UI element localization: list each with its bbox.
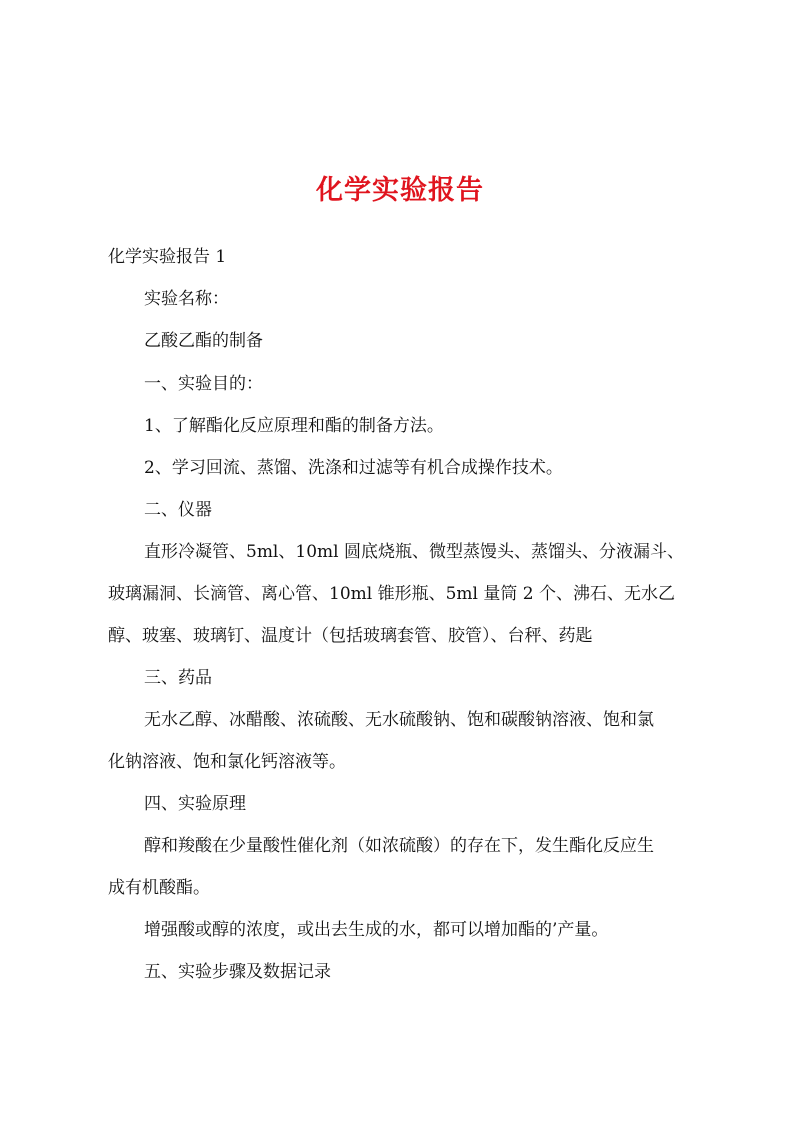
section-heading: 一、实验目的： xyxy=(144,374,263,394)
paragraph-line: 无水乙醇、冰醋酸、浓硫酸、无水硫酸钠、饱和碳酸钠溶液、饱和氯 xyxy=(144,710,654,730)
document-title: 化学实验报告 xyxy=(316,175,484,206)
paragraph-line: 化钠溶液、饱和氯化钙溶液等。 xyxy=(108,752,346,772)
paragraph-line: 2、学习回流、蒸馏、洗涤和过滤等有机合成操作技术。 xyxy=(144,458,563,478)
paragraph-line: 醇和羧酸在少量酸性催化剂（如浓硫酸）的存在下，发生酯化反应生 xyxy=(144,836,654,856)
paragraph-line: 直形冷凝管、5ml、10ml 圆底烧瓶、微型蒸馒头、蒸馏头、分液漏斗、 xyxy=(144,542,684,562)
paragraph-line: 增强酸或醇的浓度，或出去生成的水，都可以增加酯的’产量。 xyxy=(144,920,609,940)
section-heading: 二、仪器 xyxy=(144,500,212,520)
paragraph-line: 1、了解酯化反应原理和酯的制备方法。 xyxy=(144,416,444,436)
paragraph-line: 成有机酸酯。 xyxy=(108,878,210,898)
report-number: 化学实验报告 1 xyxy=(108,247,227,267)
section-heading: 三、药品 xyxy=(144,668,212,688)
section-heading: 四、实验原理 xyxy=(144,794,246,814)
section-heading: 五、实验步骤及数据记录 xyxy=(144,962,331,982)
paragraph-line: 醇、玻塞、玻璃钉、温度计（包括玻璃套管、胶管）、台秤、药匙 xyxy=(108,626,593,646)
paragraph-line: 实验名称： xyxy=(144,289,229,309)
paragraph-line: 玻璃漏洞、长滴管、离心管、10ml 锥形瓶、5ml 量筒 2 个、沸石、无水乙 xyxy=(108,584,675,604)
paragraph-line: 乙酸乙酯的制备 xyxy=(144,331,263,351)
